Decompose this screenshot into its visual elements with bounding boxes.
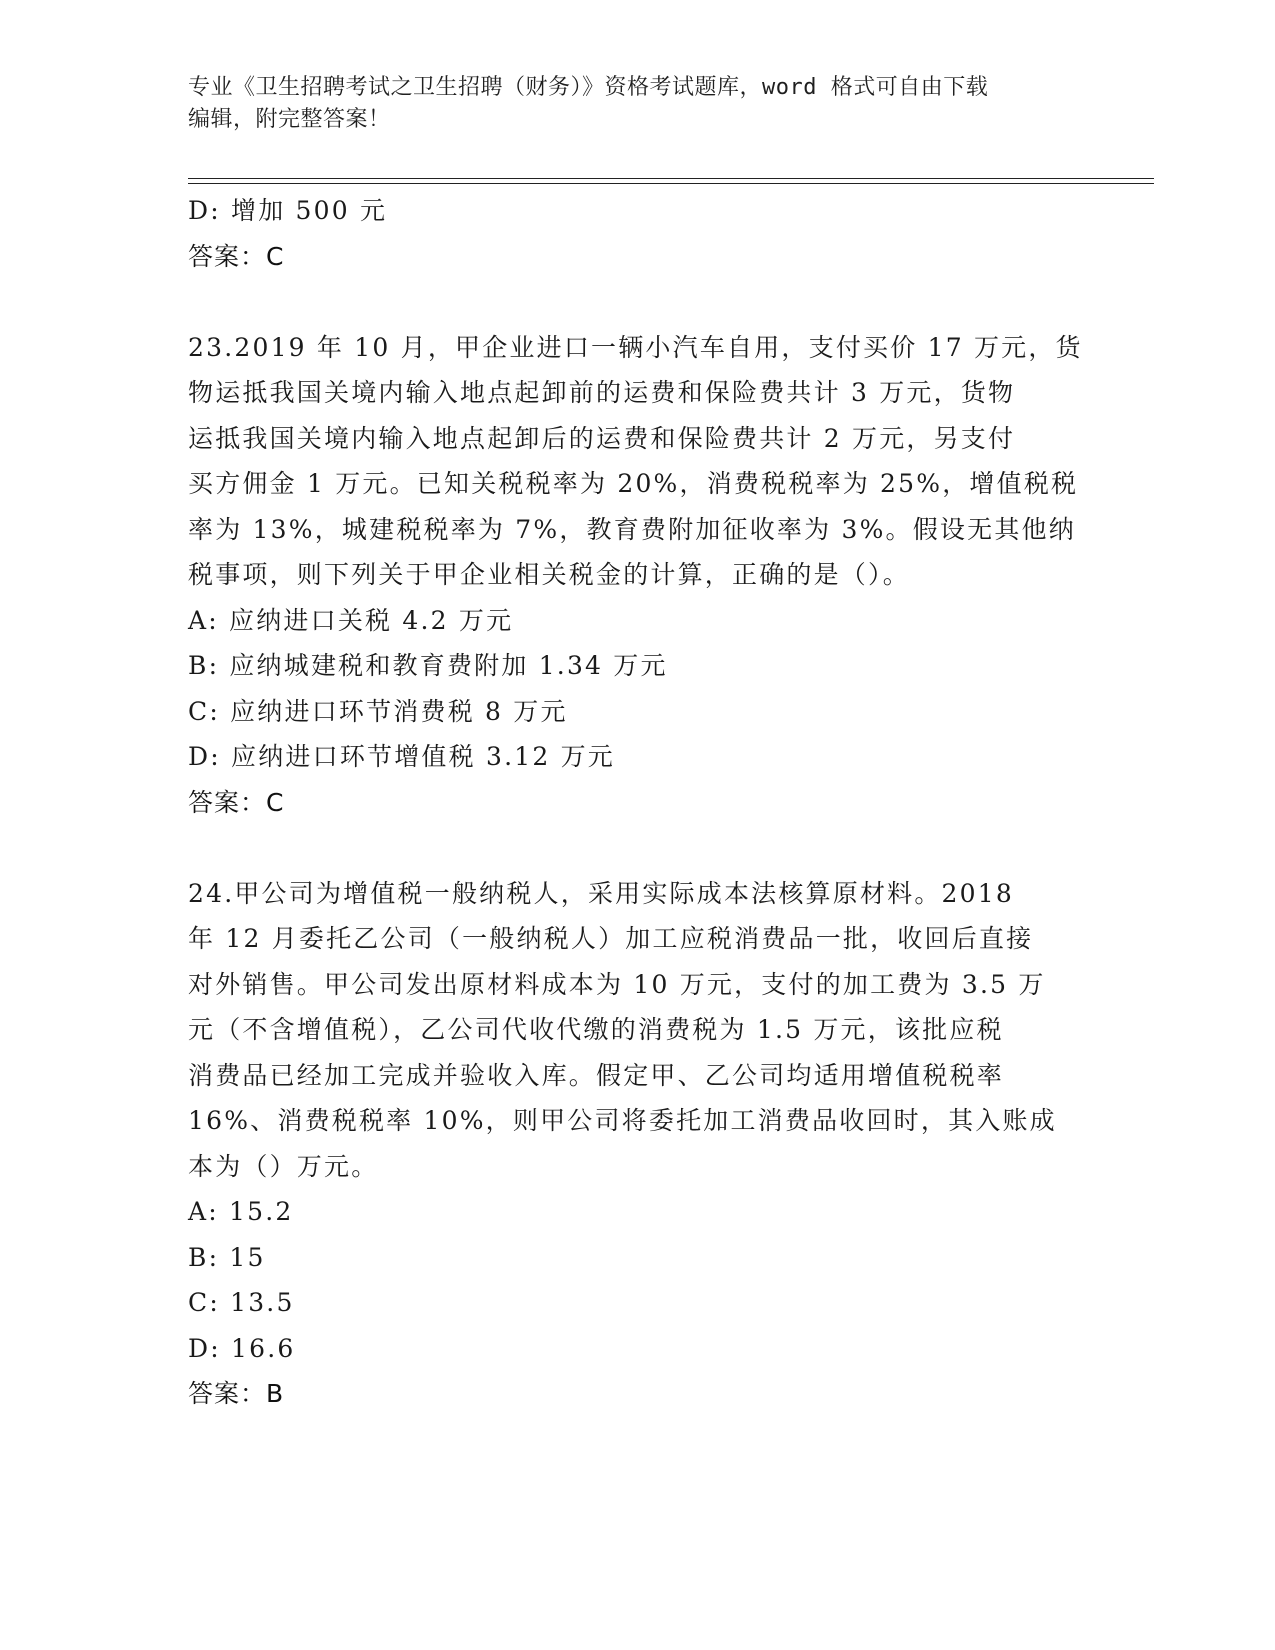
answer-line: 答案：C [188, 241, 285, 271]
question-text-line: 运抵我国关境内输入地点起卸后的运费和保险费共计 2 万元，另支付 [188, 423, 1016, 453]
question-23 [188, 325, 1088, 826]
option-b: B: 15 [188, 1242, 266, 1272]
spacer [188, 825, 1088, 871]
question-24 [188, 871, 1088, 1417]
header-divider-bottom [188, 183, 1154, 184]
question-text-line: 对外销售。甲公司发出原材料成本为 10 万元，支付的加工费为 3.5 万 [188, 969, 1046, 999]
question-text-line: 物运抵我国关境内输入地点起卸前的运费和保险费共计 3 万元，货物 [188, 378, 1016, 407]
option-a: A: 15.2 [188, 1197, 294, 1226]
header-title-line-2: 编辑，附完整答案！ [188, 107, 391, 132]
document-header [188, 72, 1088, 136]
option-a: A: 应纳进口关税 4.2 万元 [188, 605, 514, 635]
header-divider-top [188, 178, 1154, 179]
question-text-line: 税事项，则下列关于甲企业相关税金的计算，正确的是（）。 [188, 560, 910, 589]
question-text-line: 24.甲公司为增值税一般纳税人，采用实际成本法核算原材料。2018 [188, 878, 1014, 908]
option-b: B: 应纳城建税和教育费附加 1.34 万元 [188, 651, 668, 680]
option-d: D: 16.6 [188, 1333, 296, 1363]
document-body [188, 188, 1088, 1417]
question-text-line: 买方佣金 1 万元。已知关税税率为 20%，消费税税率为 25%，增值税税 [188, 469, 1079, 498]
question-text-line: 消费品已经加工完成并验收入库。假定甲、乙公司均适用增值税税率 [188, 1060, 1005, 1090]
question-text-line: 年 12 月委托乙公司（一般纳税人）加工应税消费品一批，收回后直接 [188, 924, 1034, 953]
header-title-line-1: 专业《卫生招聘考试之卫生招聘（财务）》资格考试题库，word 格式可自由下载 [188, 75, 989, 100]
option-d: D: 增加 500 元 [188, 196, 388, 225]
question-text-line: 率为 13%，城建税税率为 7%，教育费附加征收率为 3%。假设无其他纳 [188, 514, 1076, 544]
question-text-line: 16%、消费税税率 10%，则甲公司将委托加工消费品收回时，其入账成 [188, 1106, 1057, 1135]
answer-line: 答案：C [188, 787, 285, 817]
previous-question-tail [188, 188, 1088, 279]
spacer [188, 279, 1088, 325]
option-d: D: 应纳进口环节增值税 3.12 万元 [188, 742, 615, 771]
option-c: C: 应纳进口环节消费税 8 万元 [188, 696, 568, 726]
answer-line: 答案：B [188, 1379, 285, 1408]
question-text-line: 元（不含增值税），乙公司代收代缴的消费税为 1.5 万元，该批应税 [188, 1015, 1004, 1044]
question-text-line: 本为（）万元。 [188, 1151, 379, 1181]
option-c: C: 13.5 [188, 1288, 295, 1317]
question-text-line: 23.2019 年 10 月，甲企业进口一辆小汽车自用，支付买价 17 万元，货 [188, 332, 1083, 362]
